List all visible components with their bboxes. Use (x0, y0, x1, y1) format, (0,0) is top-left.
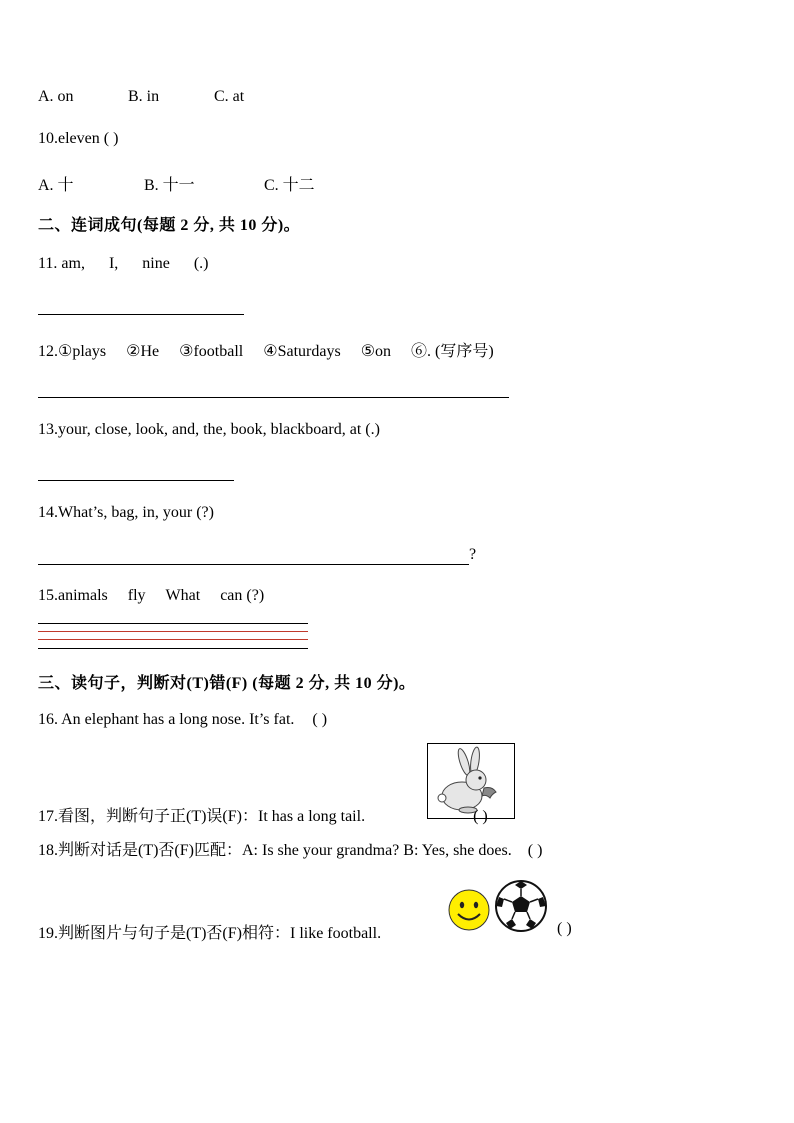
q12-word: ⑤on (360, 343, 392, 360)
q9-options (38, 88, 244, 106)
q12-word: ①plays (58, 343, 107, 360)
writing-line-red (38, 639, 308, 640)
writing-line (38, 648, 308, 649)
q15-word: can (?) (220, 587, 265, 604)
q11-word: am, (61, 255, 85, 272)
q10-stem: 10.eleven ( ) (38, 130, 119, 147)
soccer-ball-icon (494, 879, 548, 933)
section-2-heading: 二、连词成句(每题 2 分, 共 10 分)。 (38, 217, 301, 234)
q16-row (38, 711, 327, 729)
q19-answer-blank[interactable]: ( ) (557, 920, 572, 937)
q15-word: What (165, 587, 201, 604)
q15-prompt (38, 587, 284, 605)
q15-word: fly (127, 587, 146, 604)
q18-text: 18.判断对话是(T)否(F)匹配：A: Is she your grandma? B: Yes, she does. (38, 842, 512, 859)
q10-options (38, 172, 315, 195)
q17-row (38, 803, 488, 826)
q10-option-b: B. 十一 (144, 177, 195, 194)
q16-text: 16. An elephant has a long nose. It’s fat. (38, 711, 295, 728)
q12-word: ⑥. (写序号) (411, 343, 494, 360)
q10-option-a: A. 十 (38, 177, 74, 194)
q16-answer-blank[interactable]: ( ) (312, 711, 328, 728)
q11-answer-line[interactable] (38, 314, 244, 315)
q12-answer-line[interactable] (38, 397, 509, 398)
q11-word: nine (142, 255, 170, 272)
q12-word: ③football (179, 343, 244, 360)
q9-option-b: B. in (128, 88, 160, 105)
writing-line-red (38, 631, 308, 632)
q17-answer-blank[interactable]: ( ) (473, 808, 488, 825)
q12-word: ②He (126, 343, 160, 360)
section-3-heading: 三、读句子，判断对(T)错(F) (每题 2 分, 共 10 分)。 (38, 675, 416, 692)
q13-answer-line[interactable] (38, 480, 234, 481)
q19-text: 19.判断图片与句子是(T)否(F)相符：I like football. (38, 925, 382, 942)
q11-number: 11. (38, 255, 58, 272)
q18-row (38, 837, 542, 860)
q18-answer-blank[interactable]: ( ) (527, 842, 543, 859)
q13-prompt: 13.your, close, look, and, the, book, blackboard, at (.) (38, 421, 380, 438)
q15-word: animals (58, 587, 108, 604)
q12-word: ④Saturdays (263, 343, 341, 360)
q11-word: I, (108, 255, 119, 272)
q11-prompt (38, 255, 228, 273)
q14-prompt: 14.What’s, bag, in, your (?) (38, 504, 214, 521)
q9-option-c: C. at (214, 88, 245, 105)
q17-text: 17.看图，判断句子正(T)误(F)：It has a long tail. (38, 808, 366, 825)
q11-word: (.) (193, 255, 209, 272)
writing-line (38, 623, 308, 624)
q9-option-a: A. on (38, 88, 74, 105)
q12-number: 12. (38, 343, 58, 360)
q10-option-c: C. 十二 (264, 177, 315, 194)
q12-prompt (38, 338, 514, 361)
smiley-face-icon (447, 888, 491, 932)
q14-question-mark: ? (469, 546, 477, 563)
q15-number: 15. (38, 587, 58, 604)
q14-answer-line[interactable] (38, 564, 469, 565)
